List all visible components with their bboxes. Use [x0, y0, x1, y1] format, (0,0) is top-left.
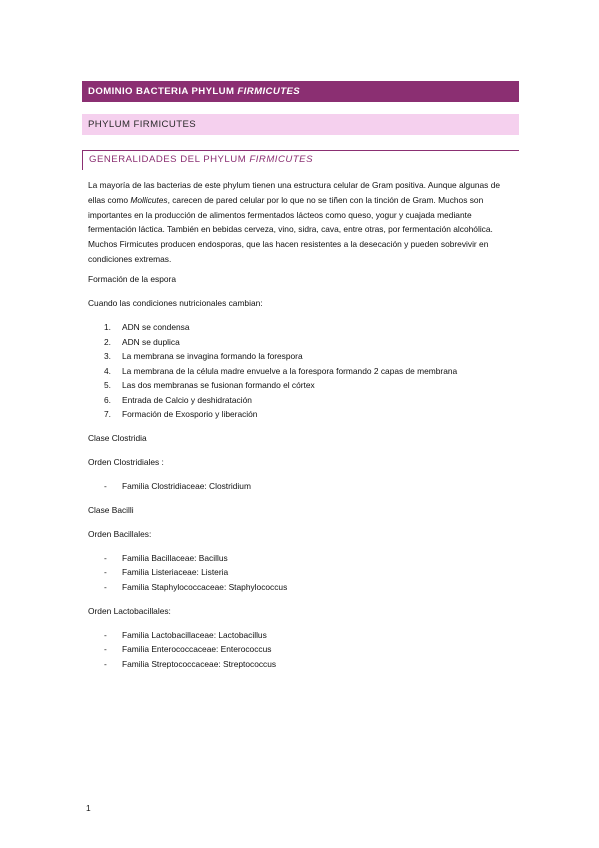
dash-marker: - — [104, 553, 107, 563]
step-text: Entrada de Calcio y deshidratación — [122, 395, 252, 405]
spore-lead: Cuando las condiciones nutricionales cambian: — [88, 298, 263, 308]
document-title-bar — [82, 81, 519, 102]
spore-step — [104, 365, 457, 377]
family-text: Familia Staphylococcaceae: Staphylococcus — [122, 582, 288, 592]
family-item — [104, 566, 228, 578]
family-text: Familia Enterococcaceae: Enterococcus — [122, 644, 272, 654]
family-text: Familia Listeriaceae: Listeria — [122, 567, 229, 577]
spore-step — [104, 394, 252, 406]
step-number: 4. — [104, 366, 111, 376]
step-number: 5. — [104, 380, 111, 390]
family-text: Familia Bacillaceae: Bacillus — [122, 553, 228, 563]
orden-bacillales: Orden Bacillales: — [88, 529, 152, 539]
subtitle-bar — [82, 114, 519, 135]
dash-marker: - — [104, 481, 107, 491]
family-text: Familia Streptococcaceae: Streptococcus — [122, 659, 277, 669]
family-item — [104, 581, 287, 593]
family-text: Familia Lactobacillaceae: Lactobacillus — [122, 630, 267, 640]
orden-lactobacillales: Orden Lactobacillales: — [88, 606, 171, 616]
spore-step — [104, 379, 315, 391]
family-item — [104, 480, 251, 492]
spore-step — [104, 321, 190, 333]
subtitle-text: PHYLUM FIRMICUTES — [88, 119, 197, 130]
title-italic: FIRMICUTES — [237, 86, 301, 97]
title-text: DOMINIO BACTERIA PHYLUM — [88, 86, 238, 97]
step-number: 7. — [104, 409, 111, 419]
step-text: Formación de Exosporio y liberación — [122, 409, 258, 419]
step-text: La membrana se invagina formando la forespora — [122, 351, 303, 361]
section-heading — [82, 150, 519, 170]
dash-marker: - — [104, 644, 107, 654]
step-number: 2. — [104, 337, 111, 347]
spore-heading: Formación de la espora — [88, 274, 176, 284]
intro-part1: La mayoría de las bacterias de este phylum tienen una estructura celular de Gram positiva. Aunque algunas de ellas como — [88, 180, 501, 205]
step-number: 6. — [104, 395, 111, 405]
step-number: 1. — [104, 322, 111, 332]
family-text: Familia Clostridiaceae: Clostridium — [122, 481, 251, 491]
dash-marker: - — [104, 582, 107, 592]
family-item — [104, 643, 271, 655]
step-text: ADN se duplica — [122, 337, 180, 347]
step-number: 3. — [104, 351, 111, 361]
orden-clostridiales: Orden Clostridiales : — [88, 457, 164, 467]
intro-paragraph — [88, 178, 516, 267]
page-number: 1 — [86, 803, 91, 813]
clase-bacilli: Clase Bacilli — [88, 505, 134, 515]
spore-step — [104, 336, 180, 348]
spore-step — [104, 408, 257, 420]
family-item — [104, 658, 276, 670]
intro-part2: , carecen de pared celular por lo que no se tiñen con la tinción de Gram. Muchos son importantes en la producción de alimentos fermentados lácteos como queso, yogur y cuajada mediante fermentación láctica. También en bebidas cerveza, vino, sidra, cava, entre otras, por fermentación alcohólica. Muchos Firmicutes producen endosporas, que las hacen resistentes a la desecación y pueden sobrevivir en condiciones extremas. — [88, 194, 493, 264]
section-heading-text: GENERALIDADES DEL PHYLUM — [89, 154, 250, 165]
dash-marker: - — [104, 630, 107, 640]
step-text: Las dos membranas se fusionan formando el córtex — [122, 380, 315, 390]
step-text: ADN se condensa — [122, 322, 190, 332]
step-text: La membrana de la célula madre envuelve a la forespora formando 2 capas de membrana — [122, 366, 458, 376]
clase-clostridia: Clase Clostridia — [88, 433, 147, 443]
family-item — [104, 552, 228, 564]
section-heading-italic: FIRMICUTES — [249, 154, 313, 165]
intro-italic: Mollicutes — [130, 194, 168, 205]
family-item — [104, 629, 267, 641]
dash-marker: - — [104, 567, 107, 577]
dash-marker: - — [104, 659, 107, 669]
spore-step — [104, 350, 303, 362]
